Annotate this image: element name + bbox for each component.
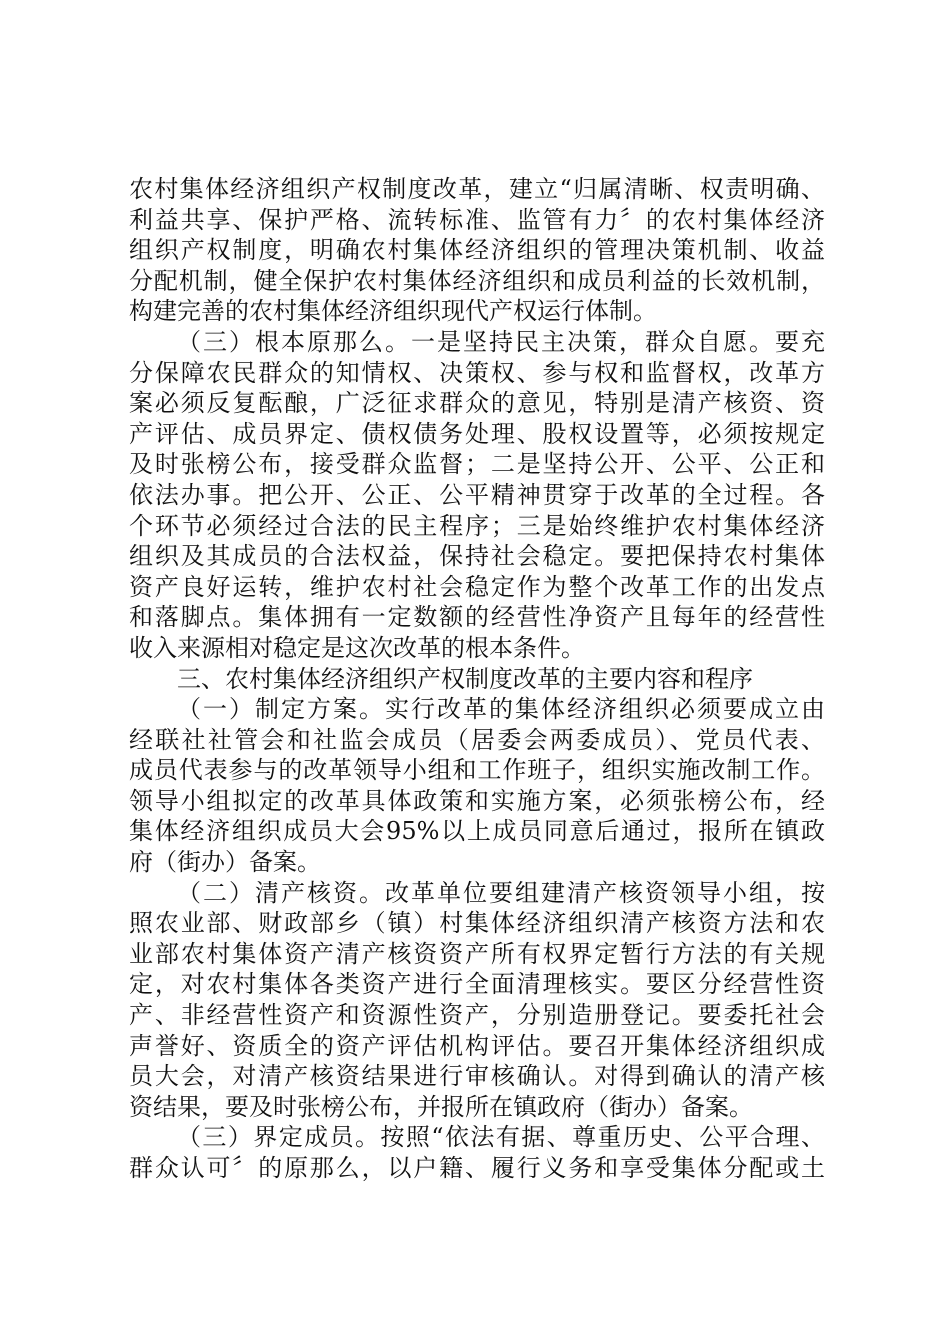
text-line: 资产良好运转，维护农村社会稳定作为整个改革工作的出发点 [129, 572, 825, 601]
text-line: （三）根本原那么。一是坚持民主决策，群众自愿。要充 [177, 327, 825, 356]
text-line: 经联社社管会和社监会成员（居委会两委成员）、党员代表、 [129, 725, 825, 754]
text-line: （一）制定方案。实行改革的集体经济组织必须要成立由 [177, 695, 825, 724]
text-line: 分配机制，健全保护农村集体经济组织和成员利益的长效机制， [129, 266, 825, 295]
text-line: 案必须反复酝酿，广泛征求群众的意见，特别是清产核资、资 [129, 389, 825, 418]
text-line: 和落脚点。集体拥有一定数额的经营性净资产且每年的经营性 [129, 603, 825, 632]
text-line: 及时张榜公布，接受群众监督；二是坚持公开、公平、公正和 [129, 450, 825, 479]
text-line: 收入来源相对稳定是这次改革的根本条件。 [129, 633, 585, 662]
text-line: 依法办事。把公开、公正、公平精神贯穿于改革的全过程。各 [129, 480, 825, 509]
text-line: 成员代表参与的改革领导小组和工作班子，组织实施改制工作。 [129, 756, 825, 785]
text-line: 个环节必须经过合法的民主程序；三是始终维护农村集体经济 [129, 511, 825, 540]
text-line: 照农业部、财政部乡（镇）村集体经济组织清产核资方法和农 [129, 909, 825, 938]
text-line: 领导小组拟定的改革具体政策和实施方案，必须张榜公布，经 [129, 786, 825, 815]
text-line: 产、非经营性资产和资源性资产，分别造册登记。要委托社会 [129, 1001, 825, 1030]
text-line: 组织产权制度，明确农村集体经济组织的管理决策机制、收益 [129, 236, 825, 265]
text-line: 定，对农村集体各类资产进行全面清理核实。要区分经营性资 [129, 970, 825, 999]
text-line: 三、农村集体经济组织产权制度改革的主要内容和程序 [177, 664, 753, 693]
text-line: 分保障农民群众的知情权、决策权、参与权和监督权，改革方 [129, 358, 825, 387]
text-line: 府（街办）备案。 [129, 848, 321, 877]
text-line: 员大会，对清产核资结果进行审核确认。对得到确认的清产核 [129, 1062, 825, 1091]
text-line: （二）清产核资。改革单位要组建清产核资领导小组，按 [177, 878, 825, 907]
text-line: 产评估、成员界定、债权债务处理、股权设置等，必须按规定 [129, 419, 825, 448]
text-line: 群众认可〞的原那么，以户籍、履行义务和享受集体分配或土 [129, 1154, 825, 1182]
document-page [129, 174, 825, 1184]
text-line: 声誉好、资质全的资产评估机构评估。要召开集体经济组织成 [129, 1031, 825, 1060]
text-line: 组织及其成员的合法权益，保持社会稳定。要把保持农村集体 [129, 542, 825, 571]
text-line: 农村集体经济组织产权制度改革，建立“归属清晰、权责明确、 [129, 175, 825, 203]
text-line: 集体经济组织成员大会95%以上成员同意后通过，报所在镇政 [129, 817, 825, 846]
text-line: 资结果，要及时张榜公布，并报所在镇政府（街办）备案。 [129, 1092, 753, 1121]
text-line: （三）界定成员。按照“依法有据、尊重历史、公平合理、 [177, 1123, 825, 1152]
text-line: 构建完善的农村集体经济组织现代产权运行体制。 [129, 297, 657, 326]
text-line: 利益共享、保护严格、流转标准、监管有力〞的农村集体经济 [129, 205, 825, 234]
text-line: 业部农村集体资产清产核资资产所有权界定暂行方法的有关规 [129, 939, 825, 968]
